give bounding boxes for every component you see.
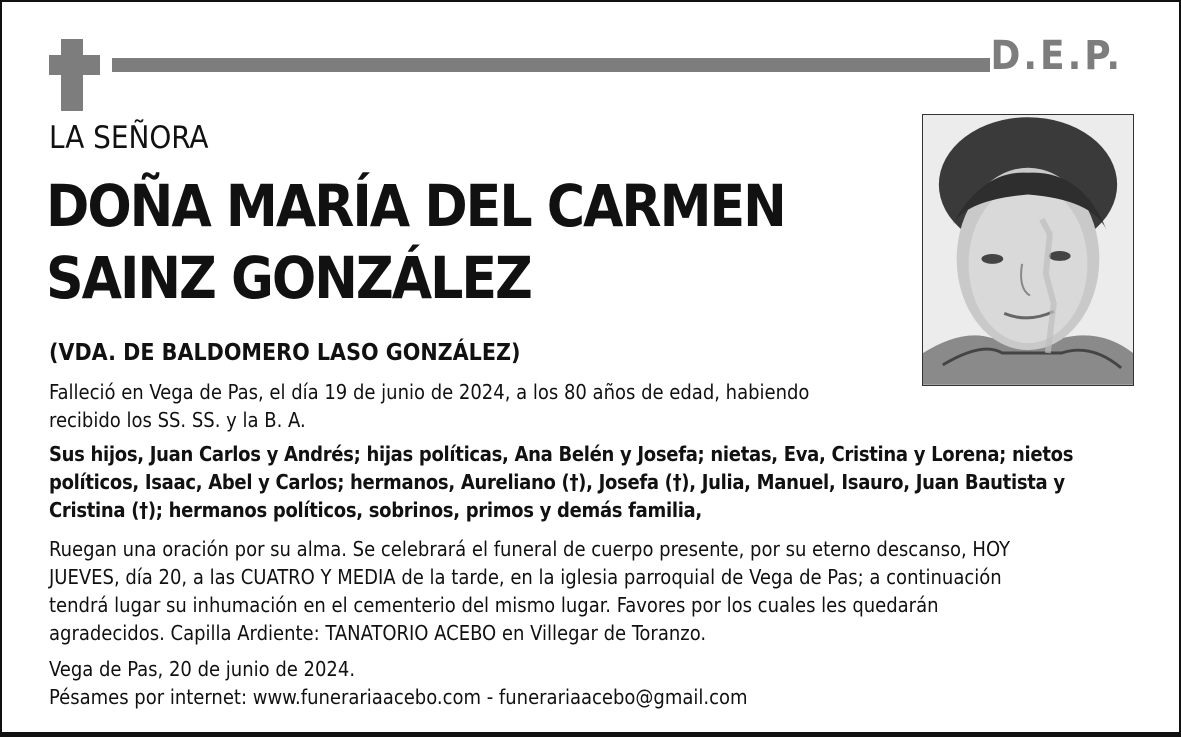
header-rule [112, 58, 990, 72]
text-line: Cristina (†); hermanos políticos, sobrinos, primos y demás familia, [49, 498, 702, 522]
contact-line: Pésames por internet: www.funerariaacebo.com - funerariaacebo@gmail.com [49, 685, 748, 709]
family-paragraph [49, 440, 1139, 524]
text-line: Ruegan una oración por su alma. Se celebrará el funeral de cuerpo presente, por su eterno descanso, HOY [49, 537, 1011, 561]
funeral-paragraph [49, 535, 1139, 647]
text-line: JUEVES, día 20, a las CUATRO Y MEDIA de la tarde, en la iglesia parroquial de Vega de Pas; a continuación [49, 565, 1002, 589]
cross-icon [61, 39, 83, 111]
widow-of: (VDA. DE BALDOMERO LASO GONZÁLEZ) [49, 340, 521, 366]
text-line: Falleció en Vega de Pas, el día 19 de junio de 2024, a los 80 años de edad, habiendo [49, 380, 810, 404]
name-line-1: DOÑA MARÍA DEL CARMEN [46, 172, 785, 240]
text-line: recibido los SS. SS. y la B. A. [49, 408, 306, 432]
text-line: tendrá lugar su inhumación en el cementerio del mismo lugar. Favores por los cuales les quedarán [49, 593, 939, 617]
text-line: políticos, Isaac, Abel y Carlos; hermanos, Aureliano (†), Josefa (†), Julia, Manuel, Isauro, Juan Bautista y [49, 470, 1065, 494]
deceased-name [46, 170, 906, 314]
closing-paragraph [49, 655, 1139, 711]
death-paragraph [49, 378, 909, 434]
dep-label: D.E.P. [990, 33, 1123, 79]
title-prefix: LA SEÑORA [49, 120, 209, 156]
cross-icon-bar [49, 55, 100, 75]
place-date: Vega de Pas, 20 de junio de 2024. [49, 657, 356, 681]
name-line-2: SAINZ GONZÁLEZ [46, 244, 531, 312]
text-line: agradecidos. Capilla Ardiente: TANATORIO ACEBO en Villegar de Toranzo. [49, 621, 707, 645]
deceased-photo [922, 114, 1134, 386]
text-line: Sus hijos, Juan Carlos y Andrés; hijas políticas, Ana Belén y Josefa; nietas, Eva, Cristina y Lorena; nietos [49, 442, 1074, 466]
